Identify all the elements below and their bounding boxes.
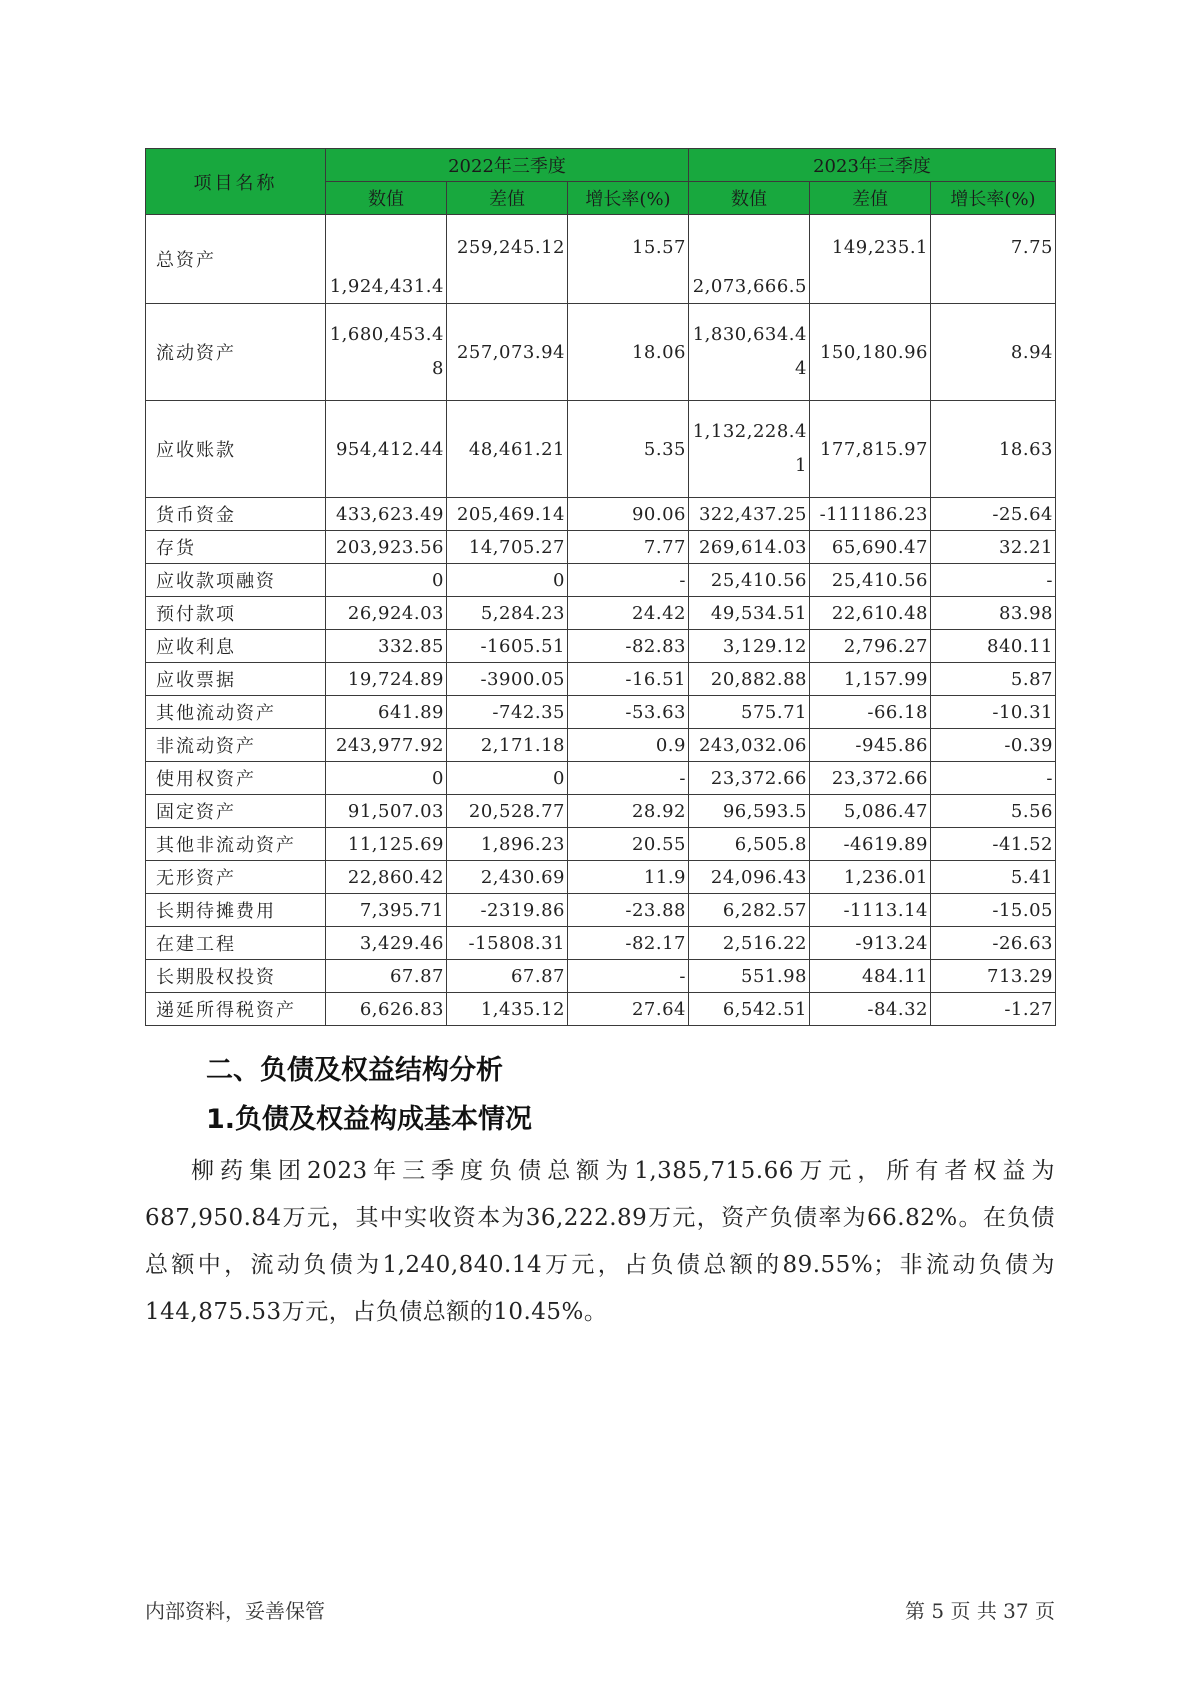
cell-growth-2022: - bbox=[568, 960, 689, 993]
col-header-value-2023: 数值 bbox=[689, 182, 810, 215]
cell-growth-2023: 7.75 bbox=[931, 215, 1056, 304]
cell-diff-2023: -66.18 bbox=[810, 696, 931, 729]
cell-value-2023: 96,593.5 bbox=[689, 795, 810, 828]
cell-diff-2023: 1,157.99 bbox=[810, 663, 931, 696]
cell-value-2023: 23,372.66 bbox=[689, 762, 810, 795]
cell-value-2022: 19,724.89 bbox=[326, 663, 447, 696]
cell-value-2023: 6,282.57 bbox=[689, 894, 810, 927]
row-name: 长期待摊费用 bbox=[146, 894, 326, 927]
cell-growth-2023: -15.05 bbox=[931, 894, 1056, 927]
cell-diff-2022: 48,461.21 bbox=[447, 401, 568, 498]
cell-diff-2023: 484.11 bbox=[810, 960, 931, 993]
cell-value-2023: 1,830,634.44 bbox=[689, 304, 810, 401]
cell-growth-2023: 5.87 bbox=[931, 663, 1056, 696]
table-row bbox=[146, 564, 1056, 597]
cell-diff-2022: 205,469.14 bbox=[447, 498, 568, 531]
row-name: 非流动资产 bbox=[146, 729, 326, 762]
cell-growth-2023: -26.63 bbox=[931, 927, 1056, 960]
cell-value-2022: 954,412.44 bbox=[326, 401, 447, 498]
cell-diff-2023: -913.24 bbox=[810, 927, 931, 960]
cell-diff-2023: 1,236.01 bbox=[810, 861, 931, 894]
table-row bbox=[146, 498, 1056, 531]
cell-diff-2023: -84.32 bbox=[810, 993, 931, 1026]
cell-diff-2022: 2,430.69 bbox=[447, 861, 568, 894]
cell-diff-2023: -945.86 bbox=[810, 729, 931, 762]
cell-value-2023: 49,534.51 bbox=[689, 597, 810, 630]
cell-value-2022: 0 bbox=[326, 762, 447, 795]
cell-value-2022: 7,395.71 bbox=[326, 894, 447, 927]
cell-diff-2022: 67.87 bbox=[447, 960, 568, 993]
cell-growth-2022: -82.83 bbox=[568, 630, 689, 663]
footer-page-number: 第 5 页 共 37 页 bbox=[905, 1599, 1055, 1623]
cell-diff-2023: -4619.89 bbox=[810, 828, 931, 861]
cell-growth-2023: 18.63 bbox=[931, 401, 1056, 498]
cell-diff-2022: 1,896.23 bbox=[447, 828, 568, 861]
section-heading: 二、负债及权益结构分析 bbox=[206, 1055, 503, 1086]
cell-diff-2023: 5,086.47 bbox=[810, 795, 931, 828]
cell-value-2023: 1,132,228.41 bbox=[689, 401, 810, 498]
cell-diff-2023: 65,690.47 bbox=[810, 531, 931, 564]
cell-diff-2022: -2319.86 bbox=[447, 894, 568, 927]
cell-diff-2022: 20,528.77 bbox=[447, 795, 568, 828]
cell-growth-2022: -23.88 bbox=[568, 894, 689, 927]
cell-value-2023: 2,073,666.5 bbox=[689, 215, 810, 304]
cell-growth-2022: 15.57 bbox=[568, 215, 689, 304]
item-name-header: 项目名称 bbox=[146, 149, 326, 215]
cell-value-2023: 575.71 bbox=[689, 696, 810, 729]
cell-growth-2022: 28.92 bbox=[568, 795, 689, 828]
table-row bbox=[146, 894, 1056, 927]
cell-diff-2023: -111186.23 bbox=[810, 498, 931, 531]
row-name: 应收利息 bbox=[146, 630, 326, 663]
row-name: 固定资产 bbox=[146, 795, 326, 828]
cell-growth-2023: 32.21 bbox=[931, 531, 1056, 564]
cell-growth-2023: -41.52 bbox=[931, 828, 1056, 861]
cell-growth-2022: 27.64 bbox=[568, 993, 689, 1026]
cell-growth-2022: 18.06 bbox=[568, 304, 689, 401]
cell-diff-2022: 0 bbox=[447, 762, 568, 795]
table-row bbox=[146, 795, 1056, 828]
row-name: 存货 bbox=[146, 531, 326, 564]
cell-value-2023: 24,096.43 bbox=[689, 861, 810, 894]
cell-growth-2022: -53.63 bbox=[568, 696, 689, 729]
row-name: 应收票据 bbox=[146, 663, 326, 696]
table-header-group-row bbox=[146, 149, 1056, 182]
cell-diff-2023: 23,372.66 bbox=[810, 762, 931, 795]
table-row bbox=[146, 960, 1056, 993]
row-name: 其他流动资产 bbox=[146, 696, 326, 729]
cell-diff-2022: 14,705.27 bbox=[447, 531, 568, 564]
table-row bbox=[146, 401, 1056, 498]
cell-value-2023: 2,516.22 bbox=[689, 927, 810, 960]
cell-growth-2023: 5.41 bbox=[931, 861, 1056, 894]
cell-diff-2023: 149,235.1 bbox=[810, 215, 931, 304]
cell-growth-2022: 20.55 bbox=[568, 828, 689, 861]
col-header-growth-2023: 增长率(%) bbox=[931, 182, 1056, 215]
table-row bbox=[146, 993, 1056, 1026]
cell-value-2022: 11,125.69 bbox=[326, 828, 447, 861]
col-header-diff-2022: 差值 bbox=[447, 182, 568, 215]
cell-value-2023: 269,614.03 bbox=[689, 531, 810, 564]
cell-growth-2022: 90.06 bbox=[568, 498, 689, 531]
cell-value-2023: 243,032.06 bbox=[689, 729, 810, 762]
col-header-value-2022: 数值 bbox=[326, 182, 447, 215]
cell-diff-2022: -742.35 bbox=[447, 696, 568, 729]
cell-diff-2022: 1,435.12 bbox=[447, 993, 568, 1026]
row-name: 流动资产 bbox=[146, 304, 326, 401]
cell-diff-2022: -3900.05 bbox=[447, 663, 568, 696]
asset-structure-table bbox=[145, 148, 1056, 1026]
cell-diff-2022: 5,284.23 bbox=[447, 597, 568, 630]
cell-diff-2022: 2,171.18 bbox=[447, 729, 568, 762]
section-subheading: 1.负债及权益构成基本情况 bbox=[206, 1104, 533, 1135]
cell-growth-2022: -16.51 bbox=[568, 663, 689, 696]
footer-confidential-note: 内部资料，妥善保管 bbox=[145, 1599, 325, 1623]
cell-growth-2022: 11.9 bbox=[568, 861, 689, 894]
cell-value-2023: 551.98 bbox=[689, 960, 810, 993]
cell-growth-2023: -25.64 bbox=[931, 498, 1056, 531]
cell-value-2023: 6,505.8 bbox=[689, 828, 810, 861]
cell-growth-2023: 840.11 bbox=[931, 630, 1056, 663]
cell-diff-2023: 22,610.48 bbox=[810, 597, 931, 630]
cell-growth-2023: -10.31 bbox=[931, 696, 1056, 729]
cell-growth-2023: 83.98 bbox=[931, 597, 1056, 630]
table-row bbox=[146, 927, 1056, 960]
table-row bbox=[146, 597, 1056, 630]
row-name: 应收账款 bbox=[146, 401, 326, 498]
cell-value-2022: 332.85 bbox=[326, 630, 447, 663]
cell-diff-2023: 2,796.27 bbox=[810, 630, 931, 663]
cell-value-2022: 1,680,453.48 bbox=[326, 304, 447, 401]
cell-value-2022: 243,977.92 bbox=[326, 729, 447, 762]
table-row bbox=[146, 762, 1056, 795]
cell-growth-2022: -82.17 bbox=[568, 927, 689, 960]
table-row bbox=[146, 630, 1056, 663]
cell-growth-2023: -0.39 bbox=[931, 729, 1056, 762]
row-name: 在建工程 bbox=[146, 927, 326, 960]
cell-value-2023: 6,542.51 bbox=[689, 993, 810, 1026]
cell-value-2022: 22,860.42 bbox=[326, 861, 447, 894]
cell-growth-2022: 24.42 bbox=[568, 597, 689, 630]
cell-growth-2022: - bbox=[568, 564, 689, 597]
cell-value-2022: 0 bbox=[326, 564, 447, 597]
row-name: 其他非流动资产 bbox=[146, 828, 326, 861]
cell-growth-2023: 713.29 bbox=[931, 960, 1056, 993]
cell-diff-2022: 0 bbox=[447, 564, 568, 597]
cell-diff-2023: 25,410.56 bbox=[810, 564, 931, 597]
row-name: 货币资金 bbox=[146, 498, 326, 531]
row-name: 预付款项 bbox=[146, 597, 326, 630]
cell-value-2023: 322,437.25 bbox=[689, 498, 810, 531]
row-name: 递延所得税资产 bbox=[146, 993, 326, 1026]
col-header-growth-2022: 增长率(%) bbox=[568, 182, 689, 215]
cell-diff-2023: 150,180.96 bbox=[810, 304, 931, 401]
cell-growth-2022: 5.35 bbox=[568, 401, 689, 498]
cell-value-2022: 641.89 bbox=[326, 696, 447, 729]
cell-growth-2023: 5.56 bbox=[931, 795, 1056, 828]
col-header-diff-2023: 差值 bbox=[810, 182, 931, 215]
row-name: 无形资产 bbox=[146, 861, 326, 894]
cell-diff-2022: 259,245.12 bbox=[447, 215, 568, 304]
cell-value-2022: 3,429.46 bbox=[326, 927, 447, 960]
table-row bbox=[146, 729, 1056, 762]
cell-growth-2023: 8.94 bbox=[931, 304, 1056, 401]
cell-value-2022: 6,626.83 bbox=[326, 993, 447, 1026]
table-row bbox=[146, 304, 1056, 401]
cell-value-2023: 3,129.12 bbox=[689, 630, 810, 663]
cell-growth-2023: -1.27 bbox=[931, 993, 1056, 1026]
cell-value-2022: 67.87 bbox=[326, 960, 447, 993]
cell-diff-2022: -1605.51 bbox=[447, 630, 568, 663]
cell-value-2022: 26,924.03 bbox=[326, 597, 447, 630]
table-row bbox=[146, 828, 1056, 861]
table-row bbox=[146, 663, 1056, 696]
cell-value-2022: 203,923.56 bbox=[326, 531, 447, 564]
row-name: 总资产 bbox=[146, 215, 326, 304]
cell-value-2022: 433,623.49 bbox=[326, 498, 447, 531]
table-row bbox=[146, 215, 1056, 304]
cell-value-2022: 91,507.03 bbox=[326, 795, 447, 828]
body-paragraph: 柳药集团2023年三季度负债总额为1,385,715.66万元，所有者权益为687,950.84万元，其中实收资本为36,222.89万元，资产负债率为66.82%。在负债总额中，流动负债为1,240,840.14万元，占负债总额的89.55%；非流动负债为144,875.53万元，占负债总额的10.45%。 bbox=[145, 1158, 1055, 1325]
cell-value-2023: 25,410.56 bbox=[689, 564, 810, 597]
cell-diff-2023: 177,815.97 bbox=[810, 401, 931, 498]
table-row bbox=[146, 531, 1056, 564]
cell-growth-2022: 7.77 bbox=[568, 531, 689, 564]
cell-diff-2022: -15808.31 bbox=[447, 927, 568, 960]
cell-growth-2022: 0.9 bbox=[568, 729, 689, 762]
table-row bbox=[146, 861, 1056, 894]
group-header-2023: 2023年三季度 bbox=[689, 149, 1056, 182]
cell-growth-2023: - bbox=[931, 564, 1056, 597]
cell-growth-2023: - bbox=[931, 762, 1056, 795]
group-header-2022: 2022年三季度 bbox=[326, 149, 689, 182]
cell-value-2022: 1,924,431.4 bbox=[326, 215, 447, 304]
row-name: 长期股权投资 bbox=[146, 960, 326, 993]
cell-growth-2022: - bbox=[568, 762, 689, 795]
table-row bbox=[146, 696, 1056, 729]
row-name: 使用权资产 bbox=[146, 762, 326, 795]
cell-diff-2023: -1113.14 bbox=[810, 894, 931, 927]
cell-diff-2022: 257,073.94 bbox=[447, 304, 568, 401]
row-name: 应收款项融资 bbox=[146, 564, 326, 597]
cell-value-2023: 20,882.88 bbox=[689, 663, 810, 696]
